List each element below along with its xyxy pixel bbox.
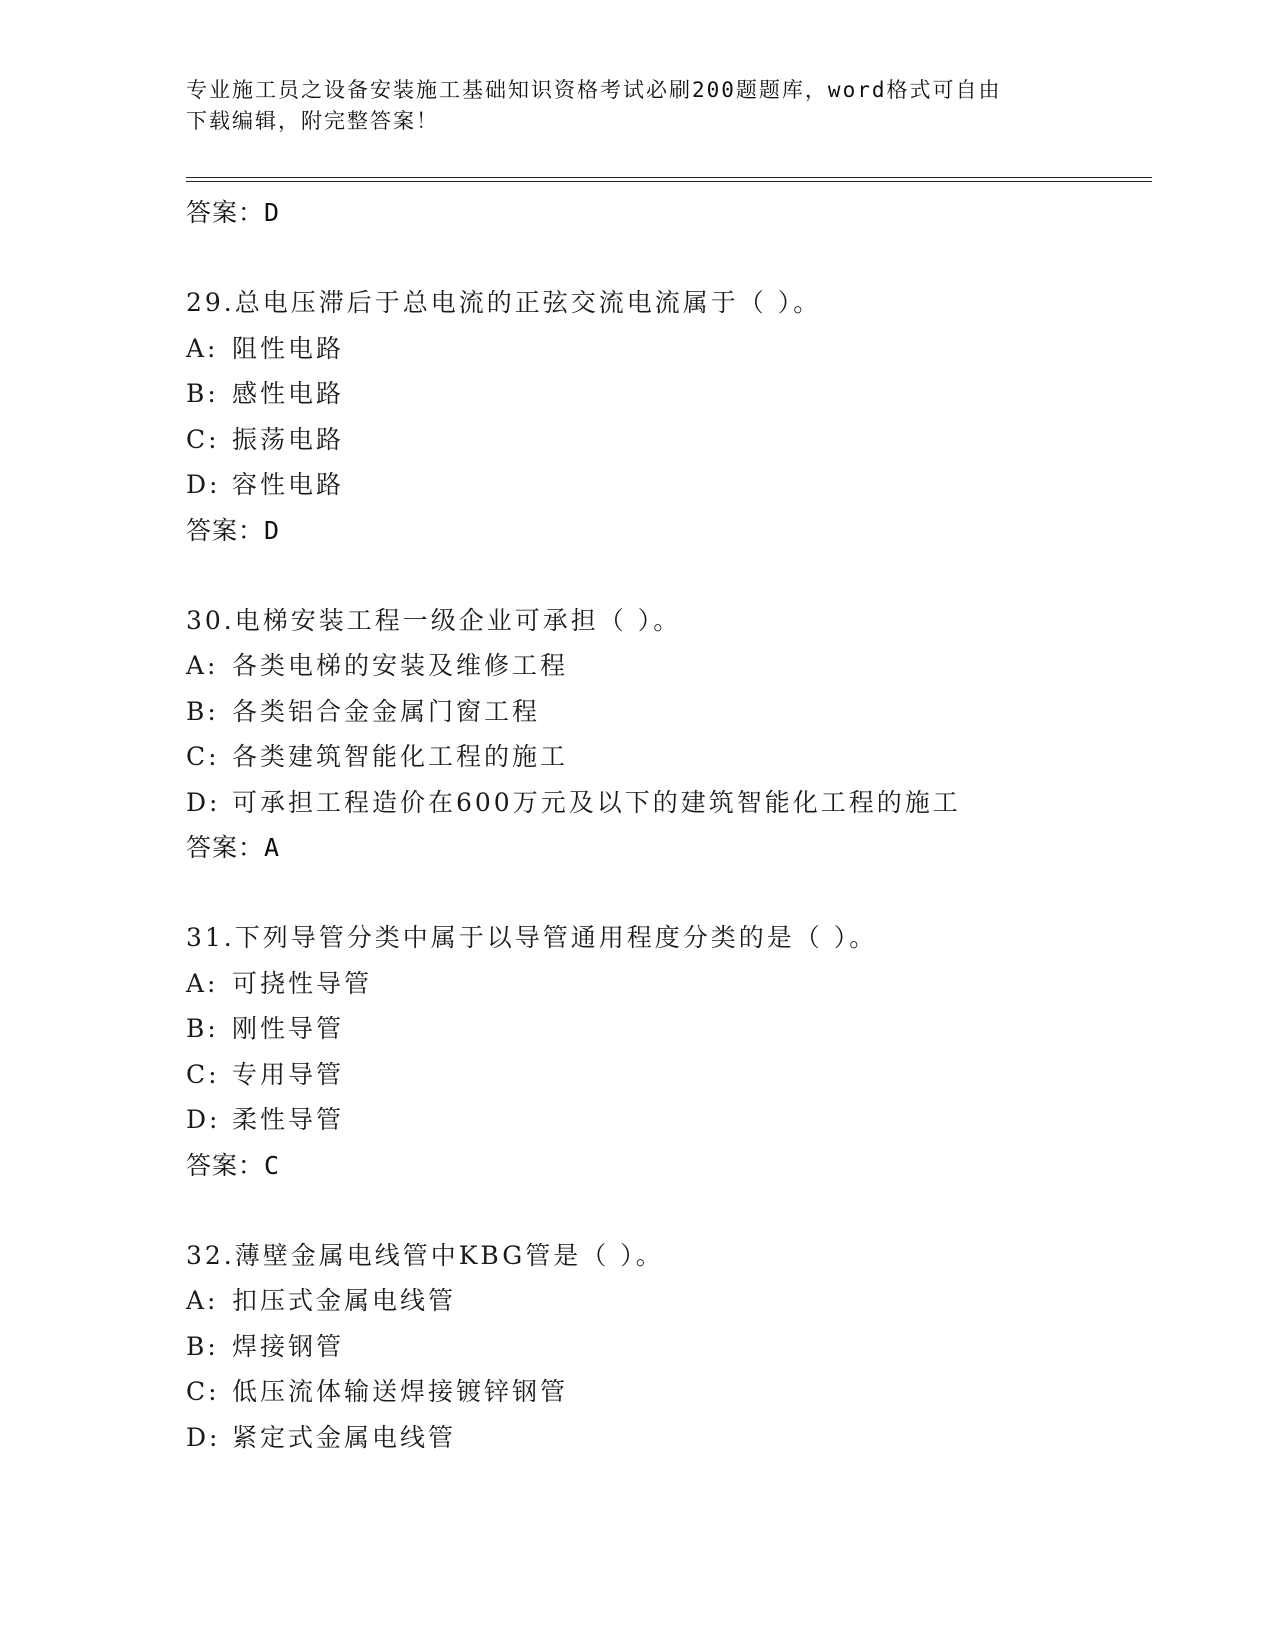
previous-answer: 答案：D: [186, 198, 281, 227]
option-letter: C:: [186, 742, 220, 771]
option-letter: A:: [186, 651, 219, 680]
option-text: 柔性导管: [232, 1105, 345, 1134]
option-letter: D:: [186, 1422, 221, 1452]
header-rule-top: [186, 177, 1152, 178]
question-32: [186, 1233, 1152, 1461]
answer-line: 答案：A: [186, 833, 281, 862]
option-text: 可挠性导管: [232, 968, 373, 998]
option-text: 焊接钢管: [232, 1331, 345, 1361]
option-text: 阻性电路: [232, 333, 345, 363]
option-text: 各类电梯的安装及维修工程: [232, 651, 569, 680]
option-letter: B:: [186, 696, 219, 726]
option-c: [186, 1052, 1152, 1098]
option-letter: C:: [186, 1059, 220, 1089]
option-a: [186, 1278, 1152, 1324]
option-text: 紧定式金属电线管: [232, 1422, 457, 1452]
option-letter: A:: [186, 333, 219, 363]
option-d: [186, 780, 1152, 826]
option-letter: B:: [186, 379, 219, 408]
question-title: 32.薄壁金属电线管中KBG管是（ ）。: [186, 1240, 664, 1270]
question-29: [186, 280, 1152, 554]
option-a: [186, 326, 1152, 372]
option-d: [186, 1097, 1152, 1143]
option-letter: D:: [186, 1105, 221, 1134]
option-c: [186, 1369, 1152, 1415]
answer-line: 答案：D: [186, 515, 281, 545]
option-a: [186, 961, 1152, 1007]
option-c: [186, 417, 1152, 463]
option-text: 刚性导管: [232, 1014, 345, 1043]
option-text: 可承担工程造价在600万元及以下的建筑智能化工程的施工: [232, 787, 961, 817]
question-title: 31.下列导管分类中属于以导管通用程度分类的是（ ）。: [186, 923, 878, 952]
option-text: 容性电路: [232, 470, 345, 499]
question-title: 29.总电压滞后于总电流的正弦交流电流属于（ ）。: [186, 288, 822, 317]
question-31: [186, 915, 1152, 1189]
answer-line: 答案：C: [186, 1150, 281, 1180]
option-b: [186, 1006, 1152, 1052]
option-letter: D:: [186, 787, 221, 817]
question-30: [186, 598, 1152, 872]
option-text: 扣压式金属电线管: [232, 1286, 457, 1315]
option-text: 各类铝合金金属门窗工程: [232, 696, 541, 726]
header-line-2: 下载编辑，附完整答案！: [186, 109, 439, 133]
option-text: 各类建筑智能化工程的施工: [232, 742, 569, 771]
option-b: [186, 1324, 1152, 1370]
option-d: [186, 462, 1152, 508]
option-text: 振荡电路: [232, 424, 345, 454]
question-list: [186, 190, 1152, 1460]
option-letter: B:: [186, 1331, 219, 1361]
option-letter: A:: [186, 1286, 219, 1315]
option-b: [186, 689, 1152, 735]
option-d: [186, 1415, 1152, 1461]
option-letter: C:: [186, 424, 220, 454]
option-c: [186, 734, 1152, 780]
option-text: 专用导管: [232, 1059, 345, 1089]
document-header: [186, 75, 1066, 137]
option-a: [186, 643, 1152, 689]
header-line-1: 专业施工员之设备安装施工基础知识资格考试必刷200题题库，word格式可自由: [186, 78, 1002, 102]
option-letter: C:: [186, 1377, 220, 1406]
question-title: 30.电梯安装工程一级企业可承担（ ）。: [186, 605, 682, 635]
option-letter: B:: [186, 1014, 219, 1043]
option-letter: A:: [186, 968, 219, 998]
option-b: [186, 371, 1152, 417]
option-text: 低压流体输送焊接镀锌钢管: [232, 1377, 569, 1406]
option-text: 感性电路: [232, 379, 345, 408]
option-letter: D:: [186, 470, 221, 499]
header-rule-bottom: [186, 181, 1152, 182]
